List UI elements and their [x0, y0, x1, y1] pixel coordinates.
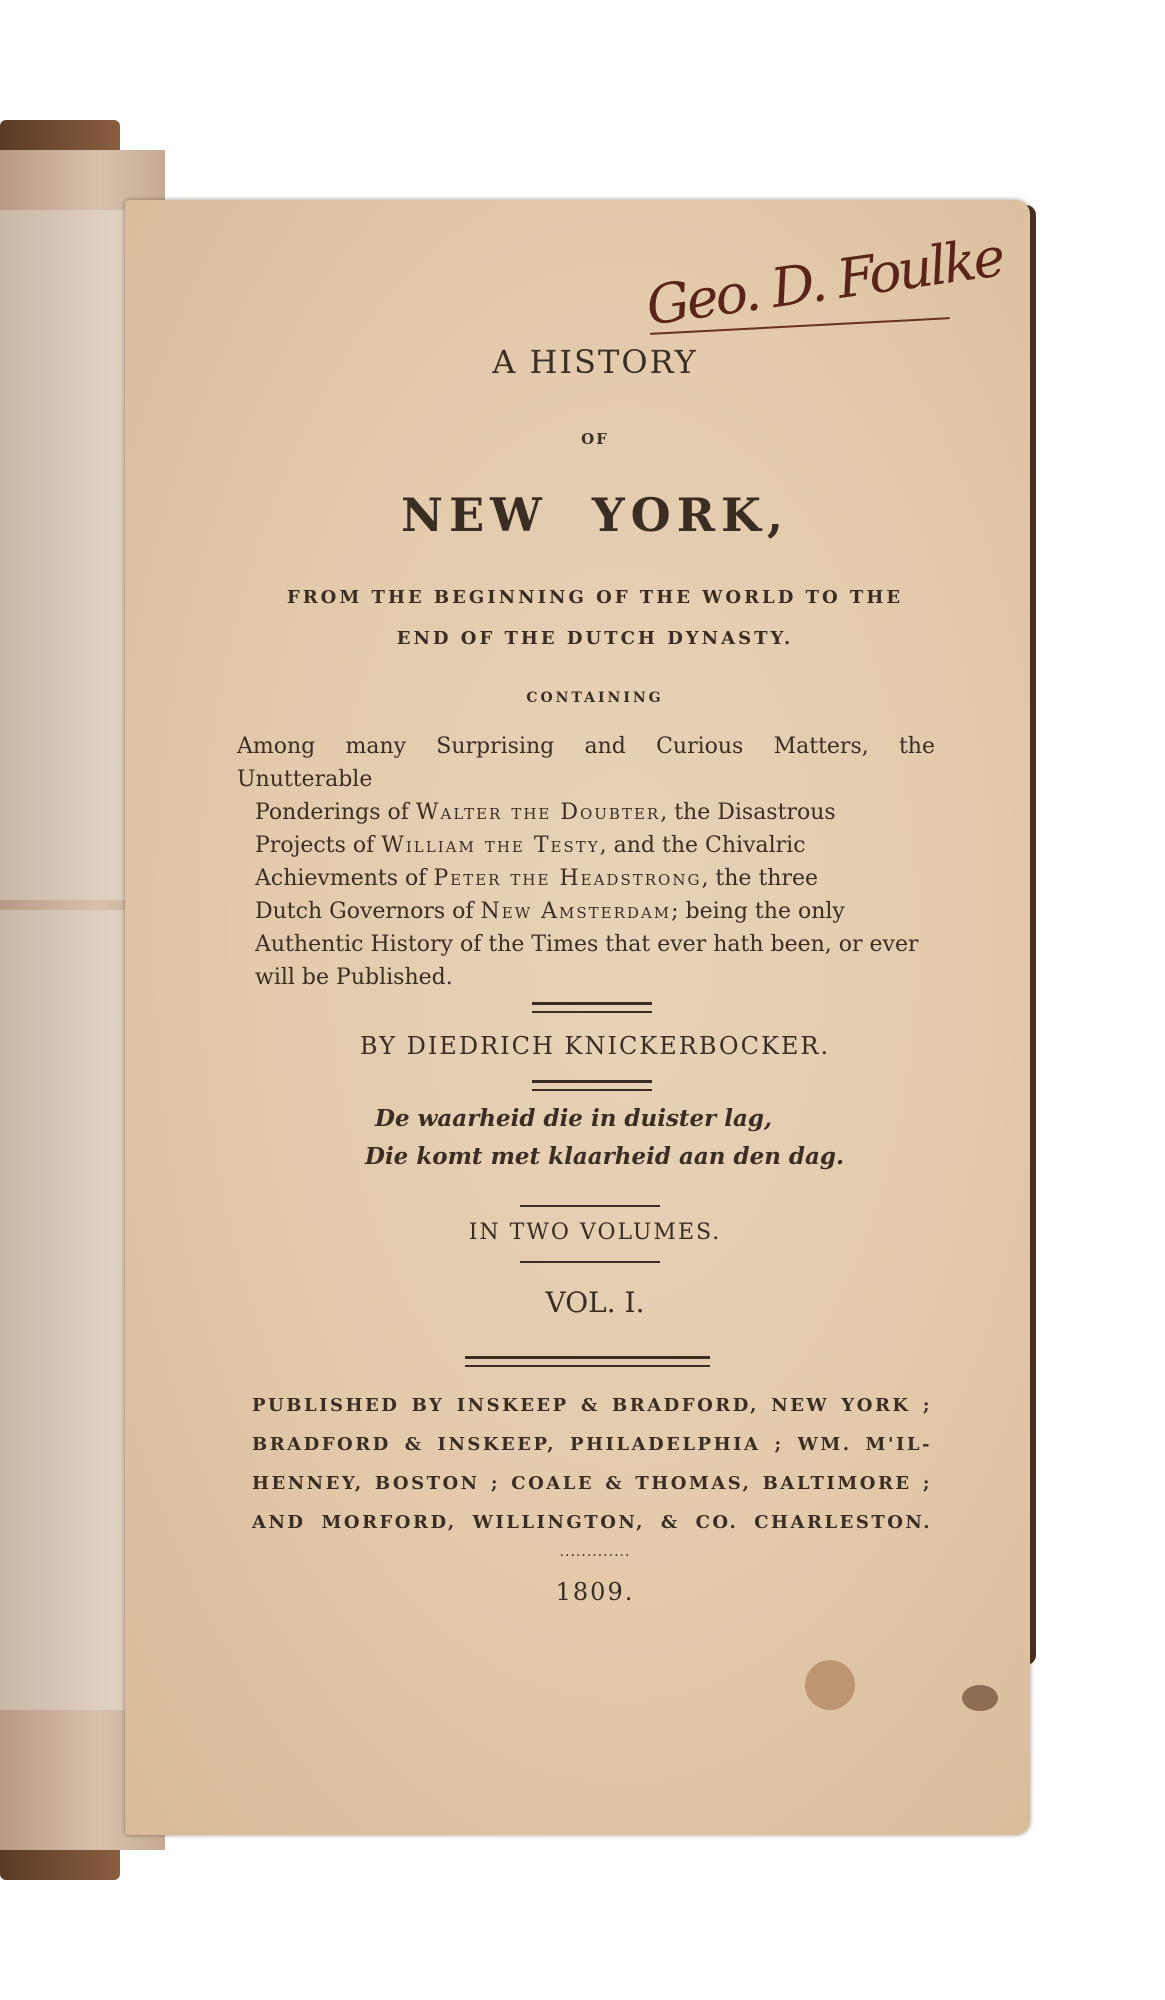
double-rule [532, 1002, 652, 1013]
text: ; being the only [671, 899, 845, 924]
double-rule [465, 1356, 710, 1367]
motto-line-2: Die komt met klaarheid aan den dag. [365, 1143, 845, 1170]
stain [805, 1660, 855, 1710]
text: Achievments of [255, 866, 427, 891]
description-line: will be Published. [255, 965, 453, 990]
imprint-line: PUBLISHED BY INSKEEP & BRADFORD, NEW YORK ; [252, 1395, 932, 1416]
title-line-1: A HISTORY [492, 343, 698, 381]
description-line: Authentic History of the Times that ever hath been, or ever [255, 932, 919, 957]
description-line [255, 862, 935, 895]
volume-number: VOL. I. [545, 1286, 645, 1319]
description-line [255, 796, 935, 829]
name-peter: Peter the Headstrong [433, 866, 702, 891]
description-line [255, 895, 935, 928]
description-line [255, 829, 935, 862]
containing-label: CONTAINING [526, 690, 664, 706]
text: Ponderings of [255, 800, 409, 825]
subtitle-line-1: FROM THE BEGINNING OF THE WORLD TO THE [286, 587, 904, 608]
handwritten-signature: Geo. D. Foulke [642, 225, 1007, 338]
imprint-line: BRADFORD & INSKEEP, PHILADELPHIA ; WM. M'IL- [252, 1434, 932, 1455]
place-new-amsterdam: New Amsterdam [480, 899, 672, 924]
text: , the Disastrous [660, 800, 836, 825]
main-title: NEW YORK, [401, 488, 789, 542]
motto-line-1: De waarheid die in duister lag, [375, 1105, 773, 1132]
description-paragraph [237, 730, 935, 994]
title-of: OF [581, 430, 609, 448]
author-line: BY DIEDRICH KNICKERBOCKER. [359, 1032, 831, 1060]
publishers-imprint [252, 1386, 932, 1542]
ornamental-rule [520, 1205, 660, 1207]
text: Projects of [255, 833, 375, 858]
imprint-line: HENNEY, BOSTON ; COALE & THOMAS, BALTIMORE ; [252, 1473, 932, 1494]
ornamental-rule [520, 1261, 660, 1263]
dotted-rule: ············· [559, 1548, 631, 1564]
publication-year: 1809. [555, 1578, 635, 1606]
name-walter: Walter the Doubter [415, 800, 661, 825]
text: , the three [701, 866, 819, 891]
name-william: William the Testy [381, 833, 600, 858]
text: , and the Chivalric [599, 833, 806, 858]
text: Dutch Governors of [255, 899, 474, 924]
subtitle-line-2: END OF THE DUTCH DYNASTY. [396, 628, 794, 649]
imprint-line: AND MORFORD, WILLINGTON, & CO. CHARLESTON. [252, 1512, 932, 1533]
volumes-line: IN TWO VOLUMES. [468, 1220, 722, 1245]
double-rule [532, 1080, 652, 1091]
stain [962, 1685, 998, 1711]
description-line: Among many Surprising and Curious Matters, the Unutterable [237, 734, 935, 792]
